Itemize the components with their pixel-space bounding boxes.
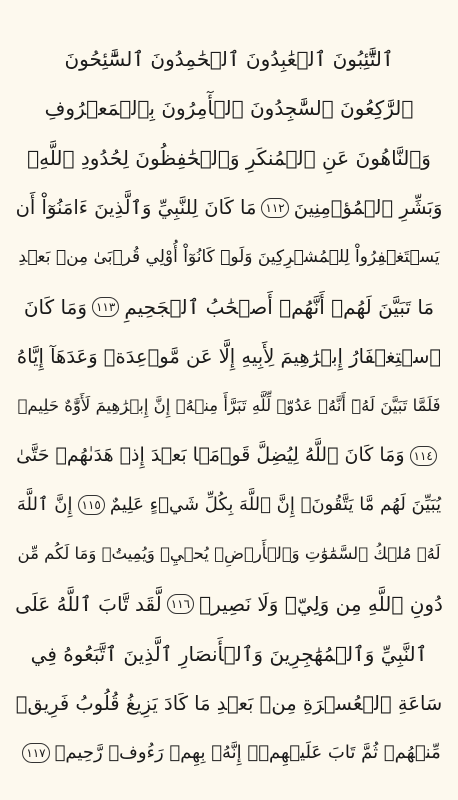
verse-line-5 xyxy=(14,232,444,282)
ayah-number-marker: ١١٧ xyxy=(22,743,49,763)
verse-line-6 xyxy=(14,282,444,332)
verse-line-3 xyxy=(14,133,444,183)
verse-text: ٱسۡتِغۡفَارُ إِبۡرَٰهِيمَ لِأَبِيهِ إِلَّا عَن مَّوۡعِدَةٖ وَعَدَهَآ إِيَّاهُ xyxy=(16,344,442,368)
verse-line-4 xyxy=(14,183,444,233)
verse-line-1 xyxy=(14,34,444,84)
verse-line-11 xyxy=(14,530,444,580)
verse-text: وَبَشِّرِ ٱلۡمُؤۡمِنِينَ xyxy=(293,195,443,219)
verse-text: مِّنۡهُمۡ ثُمَّ تَابَ عَلَيۡهِمۡۚ إِنَّهُۥ بِهِمۡ رَءُوفٞ رَّحِيمٞ xyxy=(54,742,441,764)
verse-line-12 xyxy=(14,580,444,630)
verse-line-8 xyxy=(14,381,444,431)
verse-line-10 xyxy=(14,480,444,530)
verse-text: ٱلنَّبِيِّ وَٱلۡمُهَٰجِرِينَ وَٱلۡأَنصَارِ ٱلَّذِينَ ٱتَّبَعُوهُ فِي xyxy=(30,641,428,666)
verse-text: إِنَّ ٱللَّهَ xyxy=(16,494,73,516)
verse-line-2 xyxy=(14,84,444,134)
ayah-number-marker: ١١٦ xyxy=(167,594,194,614)
verse-text: يَسۡتَغۡفِرُواْ لِلۡمُشۡرِكِينَ وَلَوۡ كَانُوٓاْ أُوْلِي قُرۡبَىٰ مِنۢ بَعۡدِ xyxy=(18,246,440,267)
ayah-number-marker: ١١٤ xyxy=(410,446,437,466)
verse-text: وَٱلنَّاهُونَ عَنِ ٱلۡمُنكَرِ وَٱلۡحَٰفِظُونَ لِحُدُودِ ٱللَّهِۗ xyxy=(27,145,431,170)
verse-text: سَاعَةِ ٱلۡعُسۡرَةِ مِنۢ بَعۡدِ مَا كَادَ يَزِيغُ قُلُوبُ فَرِيقٖ xyxy=(15,691,443,715)
verse-line-7 xyxy=(14,332,444,382)
verse-text: ٱلتَّٰٓئِبُونَ ٱلۡعَٰبِدُونَ ٱلۡحَٰمِدُونَ ٱلسَّٰٓئِحُونَ xyxy=(64,46,394,71)
ayah-number-marker: ١١٣ xyxy=(92,297,119,317)
verse-text: وَمَا كَانَ ٱللَّهُ لِيُضِلَّ قَوۡمَۢا بَعۡدَ إِذۡ هَدَىٰهُمۡ حَتَّىٰ xyxy=(16,444,405,467)
verse-text: لَّقَد تَّابَ ٱللَّهُ عَلَى xyxy=(15,592,162,617)
verse-line-9 xyxy=(14,431,444,481)
verse-lines xyxy=(14,34,444,778)
verse-line-13 xyxy=(14,629,444,679)
ayah-number-marker: ١١٢ xyxy=(261,198,288,218)
verse-text: فَلَمَّا تَبَيَّنَ لَهُۥٓ أَنَّهُۥ عَدُوّٞ لِّلَّهِ تَبَرَّأَ مِنۡهُۚ إِنَّ إِبۡرَٰهِيمَ لَأَوَّٰهٌ حَلِيمٞ xyxy=(17,395,441,415)
verse-text: يُبَيِّنَ لَهُم مَّا يَتَّقُونَۚ إِنَّ ٱللَّهَ بِكُلِّ شَيۡءٍ عَلِيمٌ xyxy=(109,494,442,516)
ayah-number-marker: ١١٥ xyxy=(78,495,105,515)
verse-text: مَا كَانَ لِلنَّبِيِّ وَٱلَّذِينَ ءَامَنُوٓاْ أَن xyxy=(15,195,257,219)
verse-text: دُونِ ٱللَّهِ مِن وَلِيّٖ وَلَا نَصِيرٖ xyxy=(199,592,443,617)
verse-line-14 xyxy=(14,679,444,729)
verse-text: وَمَا كَانَ xyxy=(23,294,87,319)
verse-text: لَهُۥ مُلۡكُ ٱلسَّمَٰوَٰتِ وَٱلۡأَرۡضِۖ يُحۡيِۦ وَيُمِيتُۚ وَمَا لَكُم مِّن xyxy=(17,544,441,564)
verse-text: مَا تَبَيَّنَ لَهُمۡ أَنَّهُمۡ أَصۡحَٰبُ ٱلۡجَحِيمِ xyxy=(124,294,435,319)
verse-text: ٱلرَّٰكِعُونَ ٱلسَّٰجِدُونَ ٱلۡأٓمِرُونَ بِٱلۡمَعۡرُوفِ xyxy=(44,96,414,121)
verse-line-15 xyxy=(14,728,444,778)
